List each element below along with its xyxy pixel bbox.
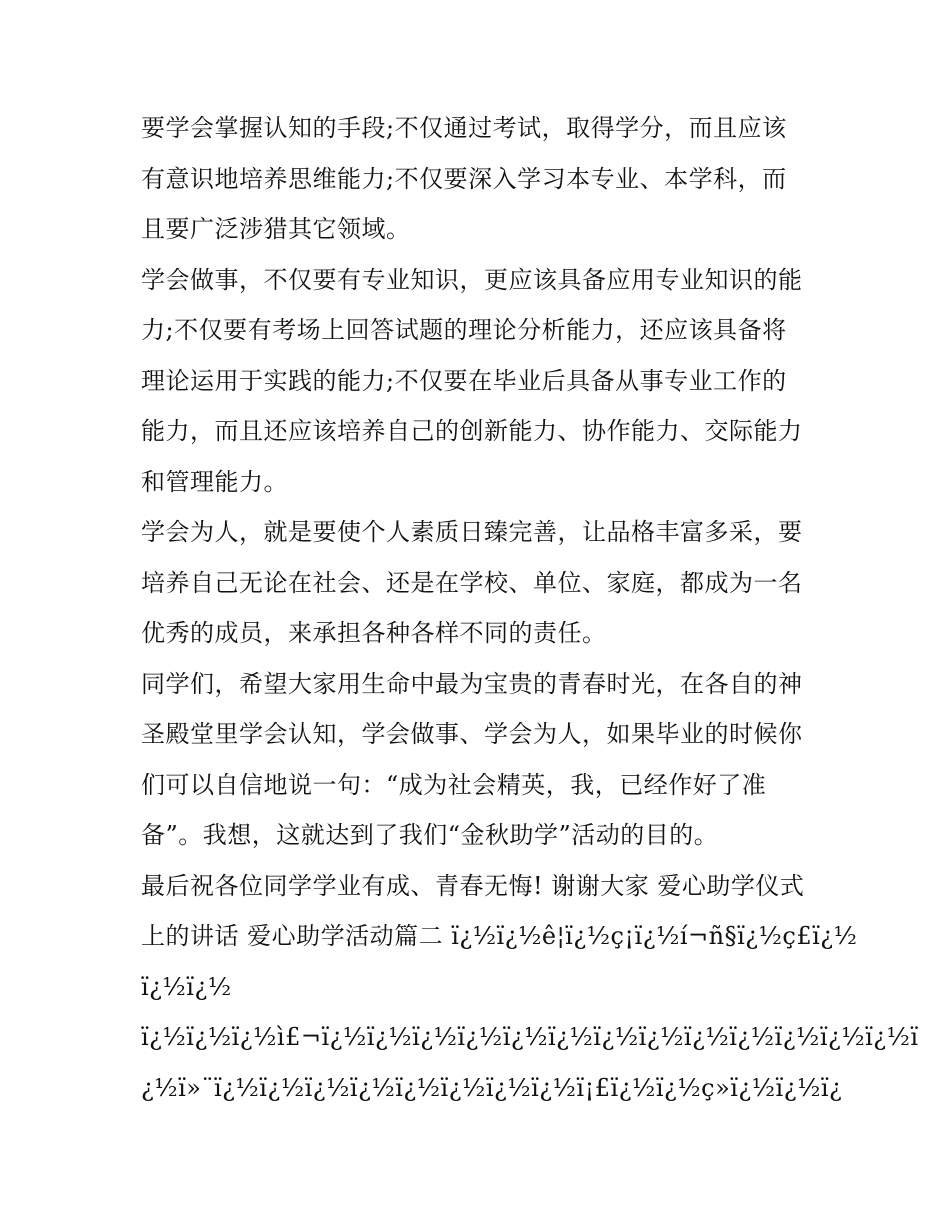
text-line: 且要广泛涉猎其它领域。 bbox=[141, 215, 411, 243]
text-line: 能力，而且还应该培养自己的创新能力、协作能力、交际能力 bbox=[141, 417, 803, 445]
text-line: 培养自己无论在社会、还是在学校、单位、家庭，都成为一名 bbox=[141, 568, 803, 597]
text-line: 和管理能力。 bbox=[141, 467, 288, 496]
text-line: 学会为人，就是要使个人素质日臻完善，让品格丰富多采，要 bbox=[141, 518, 803, 546]
text-line: 圣殿堂里学会认知，学会做事、学会为人，如果毕业的时候你 bbox=[141, 720, 803, 748]
text-line: 力;不仅要有考场上回答试题的理论分析能力，还应该具备将 bbox=[141, 316, 787, 344]
text-line: 最后祝各位同学学业有成、青春无悔! 谢谢大家 爱心助学仪式 bbox=[141, 871, 805, 900]
text-line: ï¿½ï¿½ï¿½ì£¬ï¿½ï¿½ï¿½ï¿½ï¿½ï¿½ï¿½ï¿½ï¿½ï¿½ï¿½ï¿½ï¿½ï bbox=[141, 1023, 919, 1051]
text-line: 理论运用于实践的能力;不仅要在毕业后具备从事专业工作的 bbox=[141, 366, 787, 395]
text-line: 有意识地培养思维能力;不仅要深入学习本专业、本学科，而 bbox=[141, 164, 787, 193]
text-line: 备”。我想，这就达到了我们“金秋助学”活动的目的。 bbox=[141, 821, 719, 849]
text-line: 同学们，希望大家用生命中最为宝贵的青春时光，在各自的神 bbox=[141, 669, 803, 698]
document-body bbox=[141, 103, 919, 1113]
text-line: 要学会掌握认知的手段;不仅通过考试，取得学分，而且应该 bbox=[141, 114, 787, 142]
text-line: ¿½ï»¨ï¿½ï¿½ï¿½ï¿½ï¿½ï¿½ï¿½ï¿½ï¡£ï¿½ï¿½ç»ï¿½ï¿½ï¿ bbox=[141, 1073, 843, 1102]
text-line: 学会做事，不仅要有专业知识，更应该具备应用专业知识的能 bbox=[141, 265, 803, 294]
text-line: 上的讲话 爱心助学活动篇二 ï¿½ï¿½ê¦ï¿½ç¡ï¿½í¬ñ§ï¿½ç£ï¿½ bbox=[141, 922, 858, 950]
text-line: ï¿½ï¿½ bbox=[141, 972, 232, 1001]
text-line: 们可以自信地说一句：“成为社会精英，我，已经作好了准 bbox=[141, 770, 767, 799]
text-line: 优秀的成员，来承担各种各样不同的责任。 bbox=[141, 619, 607, 647]
